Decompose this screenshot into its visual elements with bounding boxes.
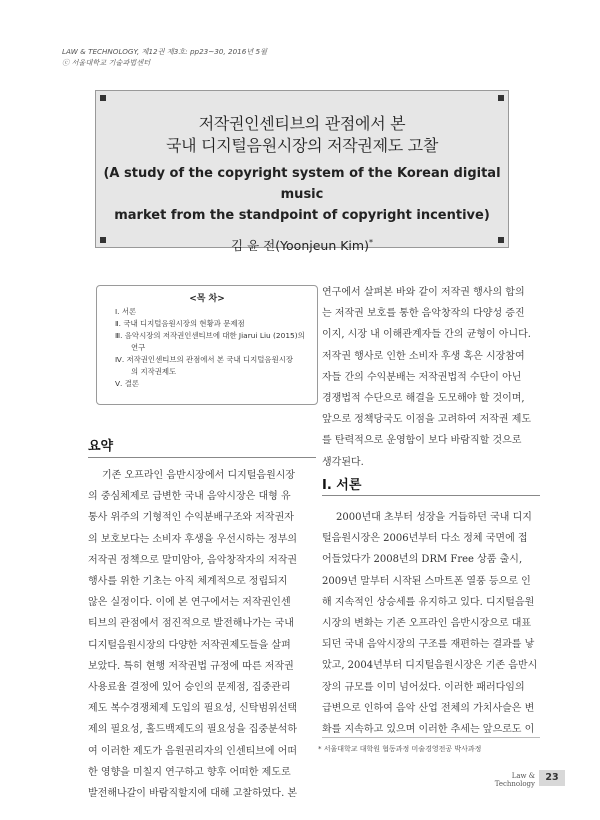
journal-header — [62, 46, 267, 68]
abstract-line: 이지, 시장 내 이해관계자들 간의 균형이 아니다. — [322, 329, 531, 341]
intro-line: 어들었다가 2008년의 DRM Free 상품 출시, — [322, 554, 523, 566]
abstract-line: 저작권 행사로 인한 소비자 후생 혹은 시장참여 — [322, 350, 525, 362]
abstract-line: 연구에서 살펴본 바와 같이 저작권 행사의 합의 — [322, 287, 525, 298]
abstract-line: 생각된다. — [322, 456, 364, 468]
korean-title-line1: 저작권인센티브의 관점에서 본 — [198, 114, 406, 133]
intro-line: 장의 규모를 이미 넘어섰다. 이러한 패러다임의 — [322, 681, 525, 693]
copyright-notice: ⓒ 서울대학교 기술과법센터 — [62, 58, 151, 67]
journal-citation: LAW & TECHNOLOGY, 제12권 제3호: pp23~30, 2016년 5월 — [62, 47, 268, 56]
abstract-line: 디지털음원시장의 다양한 저작권제도들을 살펴 — [88, 639, 291, 651]
abstract-continuation — [322, 282, 540, 473]
english-title — [96, 163, 508, 226]
toc-item-label: Ⅲ. 음악시장의 저작권인센티브에 대한 Jiarui Liu (2015)의 — [115, 331, 305, 340]
abstract-line: 한 영향을 미칠지 연구하고 향후 어떠한 제도로 — [88, 766, 291, 778]
abstract-line: 자들 간의 수익분배는 저작권법적 수단이 아닌 — [322, 371, 522, 383]
page-number: 23 — [539, 770, 565, 786]
abstract-body — [88, 465, 312, 804]
toc-item — [115, 354, 311, 378]
intro-line: 급변으로 인하여 음악 산업 전체의 가치사슬은 변 — [322, 702, 535, 714]
abstract-heading: 요약 — [88, 439, 114, 454]
abstract-line: 제도 복수경쟁체제 도입의 필요성, 신탁범위선택 — [88, 703, 298, 715]
author-footnote: * 서울대학교 대학원 협동과정 미술경영전공 박사과정 — [318, 745, 482, 753]
abstract-line: 통사 위주의 기형적인 수익분배구조와 저작권자 — [88, 512, 294, 524]
footnote-divider — [322, 737, 540, 738]
toc-item-label: Ⅱ. 국내 디지털음원시장의 현황과 문제점 — [115, 319, 245, 328]
intro-line: 화를 지속하고 있으며 이러한 추세는 앞으로도 이 — [322, 724, 535, 736]
abstract-line: 의 보호보다는 소비자 후생을 우선시하는 정부의 — [88, 533, 298, 545]
intro-line: 해 지속적인 상승세를 유지하고 있다. 디지털음원 — [322, 596, 535, 608]
abstract-line: 앞으로 정책당국도 이점을 고려하여 저작권 제도 — [322, 414, 532, 426]
intro-line: 았고, 2004년부터 디지털음원시장은 기존 음반시 — [322, 660, 538, 672]
abstract-line: 발전해나갈이 바람직할지에 대해 고찰하였다. 본 — [88, 788, 298, 800]
intro-heading: Ⅰ. 서론 — [322, 478, 362, 493]
abstract-line: 는 저작권 보호를 통한 음악창작의 다양성 증진 — [322, 308, 525, 320]
intro-line: 시장의 변화는 기존 오프라인 음반시장으로 대표 — [322, 618, 532, 630]
toc-item-label-continued: 연구 — [131, 343, 146, 352]
english-title-line1: (A study of the copyright system of the Korean digital music — [103, 166, 501, 202]
title-box — [95, 90, 509, 253]
abstract-line: 않은 실정이다. 이에 본 연구에서는 저작권인센 — [88, 597, 291, 609]
corner-square-icon — [100, 95, 106, 101]
author — [96, 236, 508, 254]
intro-line: 2009년 말부터 시작된 스마트폰 열풍 등으로 인 — [322, 575, 531, 587]
corner-square-icon — [498, 95, 504, 101]
toc-heading: <목 차> — [189, 294, 225, 304]
abstract-line: 티브의 관점에서 점진적으로 발전해나가는 국내 — [88, 618, 294, 630]
intro-body — [322, 507, 540, 740]
abstract-divider — [88, 457, 316, 458]
intro-line: 털음원시장은 2006년부터 다소 정체 국면에 접 — [322, 533, 528, 545]
toc-item — [115, 330, 311, 354]
intro-divider — [322, 495, 540, 496]
abstract-line: 기존 오프라인 음반시장에서 디지털음원시장 — [102, 470, 296, 481]
toc-item-label: Ⅳ. 저작권인센티브의 관점에서 본 국내 디지털음원시장 — [115, 355, 293, 364]
abstract-line: 여 이러한 제도가 음원권리자의 인센티브에 어떠 — [88, 745, 298, 757]
toc-item — [115, 306, 311, 318]
author-name: 김 윤 전(Yoonjeun Kim) — [231, 238, 369, 253]
intro-line: 2000년대 초부터 성장을 거듭하던 국내 디지 — [336, 512, 532, 523]
korean-title-line2: 국내 디지털음원시장의 저작권제도 고찰 — [165, 136, 438, 155]
abstract-line: 의 중심체제로 급변한 국내 음악시장은 대형 유 — [88, 491, 291, 503]
author-footnote-mark: * — [368, 237, 373, 247]
intro-line: 되던 국내 음악시장의 구조를 재편하는 결과를 낳 — [322, 639, 535, 651]
toc-item-label: Ⅴ. 결론 — [115, 379, 140, 388]
toc-item — [115, 378, 311, 390]
abstract-line: 사용료율 결정에 있어 승인의 문제점, 집중관리 — [88, 682, 291, 694]
english-title-line2: market from the standpoint of copyright incentive) — [114, 208, 490, 223]
abstract-line: 보았다. 특히 현행 저작권법 규정에 따른 저작권 — [88, 660, 294, 672]
table-of-contents — [96, 285, 318, 405]
abstract-line: 경쟁법적 수단으로 해결을 도모해야 할 것이며, — [322, 393, 525, 405]
abstract-line: 를 탄력적으로 운영함이 보다 바람직할 것으로 — [322, 435, 522, 447]
abstract-line: 행사를 위한 기초는 아직 체계적으로 정립되지 — [88, 576, 288, 588]
toc-item-label-continued: 의 지작권제도 — [131, 367, 177, 376]
abstract-line: 저작권 정책으로 말미암아, 음악창작자의 저작권 — [88, 554, 298, 566]
toc-item-label: Ⅰ. 서론 — [115, 307, 137, 316]
abstract-line: 제의 필요성, 홀드백제도의 필요성을 집중분석하 — [88, 724, 298, 736]
toc-item — [115, 318, 311, 330]
toc-list — [115, 306, 311, 390]
footer-journal-label: Law & Technology — [494, 772, 535, 788]
